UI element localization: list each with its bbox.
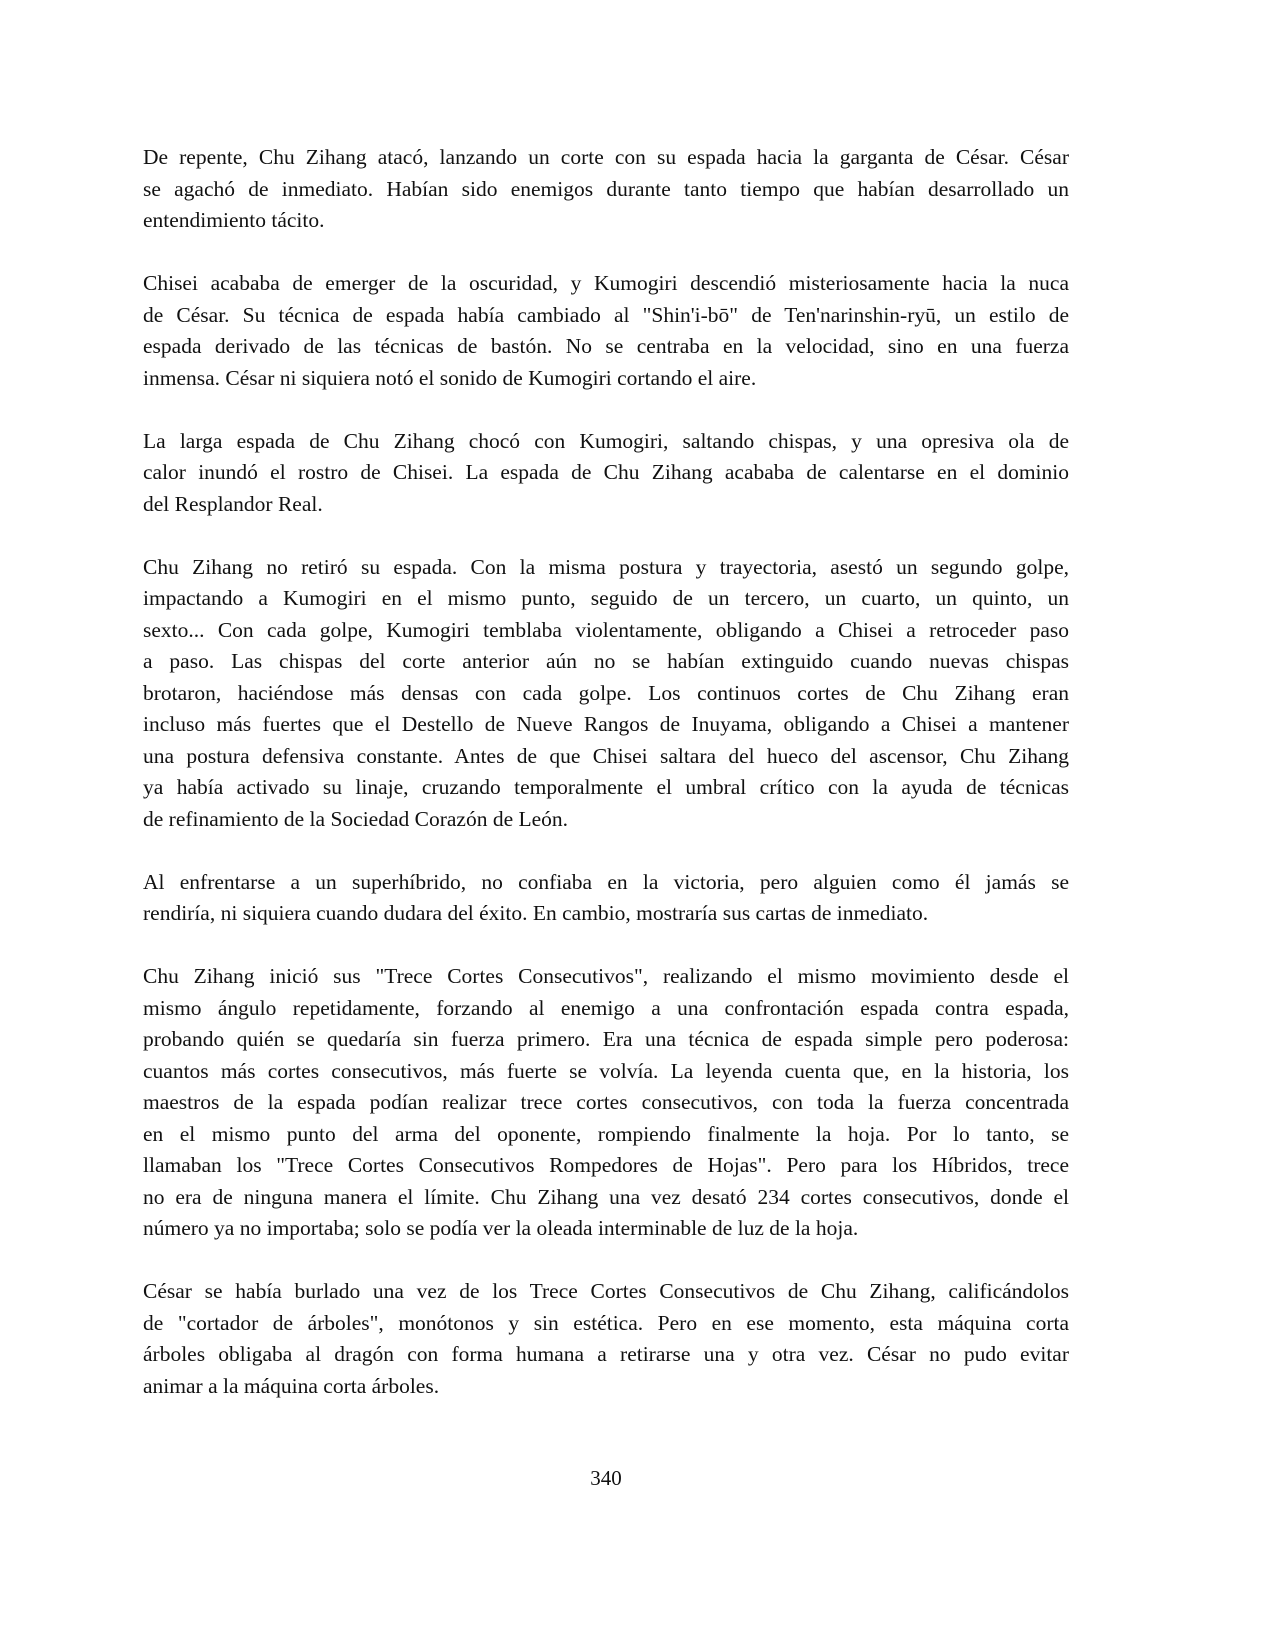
text-line: de César. Su técnica de espada había cambiado al "Shin'i-bō" de Ten'narinshin-ryū, un estilo de — [143, 302, 1069, 327]
text-line: César se había burlado una vez de los Trece Cortes Consecutivos de Chu Zihang, calificándolos — [143, 1279, 1069, 1303]
text-line: inmensa. César ni siquiera notó el sonido de Kumogiri cortando el aire. — [143, 365, 757, 390]
page-number: 340 — [590, 1466, 622, 1490]
text-line: espada derivado de las técnicas de bastón. No se centraba en la velocidad, sino en una fuerza — [143, 334, 1069, 358]
text-line: brotaron, haciéndose más densas con cada golpe. Los continuos cortes de Chu Zihang eran — [143, 680, 1069, 705]
text-line: de refinamiento de la Sociedad Corazón de León. — [143, 806, 569, 831]
text-line: no era de ninguna manera el límite. Chu Zihang una vez desató 234 cortes consecutivos, donde el — [143, 1184, 1069, 1209]
text-line: incluso más fuertes que el Destello de Nueve Rangos de Inuyama, obligando a Chisei a mantener — [143, 712, 1069, 736]
paragraph — [143, 268, 1069, 394]
text-line: se agachó de inmediato. Habían sido enemigos durante tanto tiempo que habían desarrollado un — [143, 176, 1069, 201]
paragraph — [143, 426, 1069, 521]
text-line: Al enfrentarse a un superhíbrido, no confiaba en la victoria, pero alguien como él jamás se — [143, 869, 1069, 894]
page-body — [143, 142, 1069, 1434]
text-line: probando quién se quedaría sin fuerza primero. Era una técnica de espada simple pero poderosa: — [143, 1027, 1069, 1051]
text-line: mismo ángulo repetidamente, forzando al enemigo a una confrontación espada contra espada, — [143, 995, 1069, 1020]
text-line: Chisei acababa de emerger de la oscuridad, y Kumogiri descendió misteriosamente hacia la nuca — [143, 271, 1069, 295]
text-line: maestros de la espada podían realizar trece cortes consecutivos, con toda la fuerza concentrada — [143, 1090, 1069, 1114]
text-line: del Resplandor Real. — [143, 491, 323, 516]
text-line: llamaban los "Trece Cortes Consecutivos Rompedores de Hojas". Pero para los Híbridos, trece — [143, 1153, 1069, 1177]
paragraph — [143, 961, 1069, 1245]
text-line: árboles obligaba al dragón con forma humana a retirarse una y otra vez. César no pudo evitar — [143, 1342, 1069, 1366]
text-line: entendimiento tácito. — [143, 208, 325, 232]
paragraph — [143, 552, 1069, 836]
text-line: La larga espada de Chu Zihang chocó con Kumogiri, saltando chispas, y una opresiva ola de — [143, 428, 1069, 453]
text-line: Chu Zihang inició sus "Trece Cortes Consecutivos", realizando el mismo movimiento desde el — [143, 964, 1069, 988]
text-line: a paso. Las chispas del corte anterior aún no se habían extinguido cuando nuevas chispas — [143, 649, 1069, 673]
text-line: sexto... Con cada golpe, Kumogiri temblaba violentamente, obligando a Chisei a retroceder paso — [143, 617, 1069, 642]
text-line: impactando a Kumogiri en el mismo punto, seguido de un tercero, un cuarto, un quinto, un — [143, 586, 1069, 610]
text-line: De repente, Chu Zihang atacó, lanzando un corte con su espada hacia la garganta de César. César — [143, 145, 1069, 169]
paragraph — [143, 1276, 1069, 1402]
text-line: en el mismo punto del arma del oponente, rompiendo finalmente la hoja. Por lo tanto, se — [143, 1121, 1069, 1146]
text-line: ya había activado su linaje, cruzando temporalmente el umbral crítico con la ayuda de técnicas — [143, 775, 1069, 799]
text-line: número ya no importaba; solo se podía ver la oleada interminable de luz de la hoja. — [143, 1216, 859, 1240]
text-line: Chu Zihang no retiró su espada. Con la misma postura y trayectoria, asestó un segundo golpe, — [143, 554, 1069, 579]
text-line: animar a la máquina corta árboles. — [143, 1373, 440, 1398]
text-line: cuantos más cortes consecutivos, más fuerte se volvía. La leyenda cuenta que, en la historia, los — [143, 1058, 1069, 1083]
paragraph — [143, 142, 1069, 237]
text-line: rendiría, ni siquiera cuando dudara del éxito. En cambio, mostraría sus cartas de inmediato. — [143, 901, 929, 925]
paragraph — [143, 867, 1069, 930]
text-line: una postura defensiva constante. Antes de que Chisei saltara del hueco del ascensor, Chu Zihang — [143, 743, 1069, 768]
text-line: de "cortador de árboles", monótonos y sin estética. Pero en ese momento, esta máquina corta — [143, 1310, 1069, 1335]
text-line: calor inundó el rostro de Chisei. La espada de Chu Zihang acababa de calentarse en el dominio — [143, 460, 1069, 484]
